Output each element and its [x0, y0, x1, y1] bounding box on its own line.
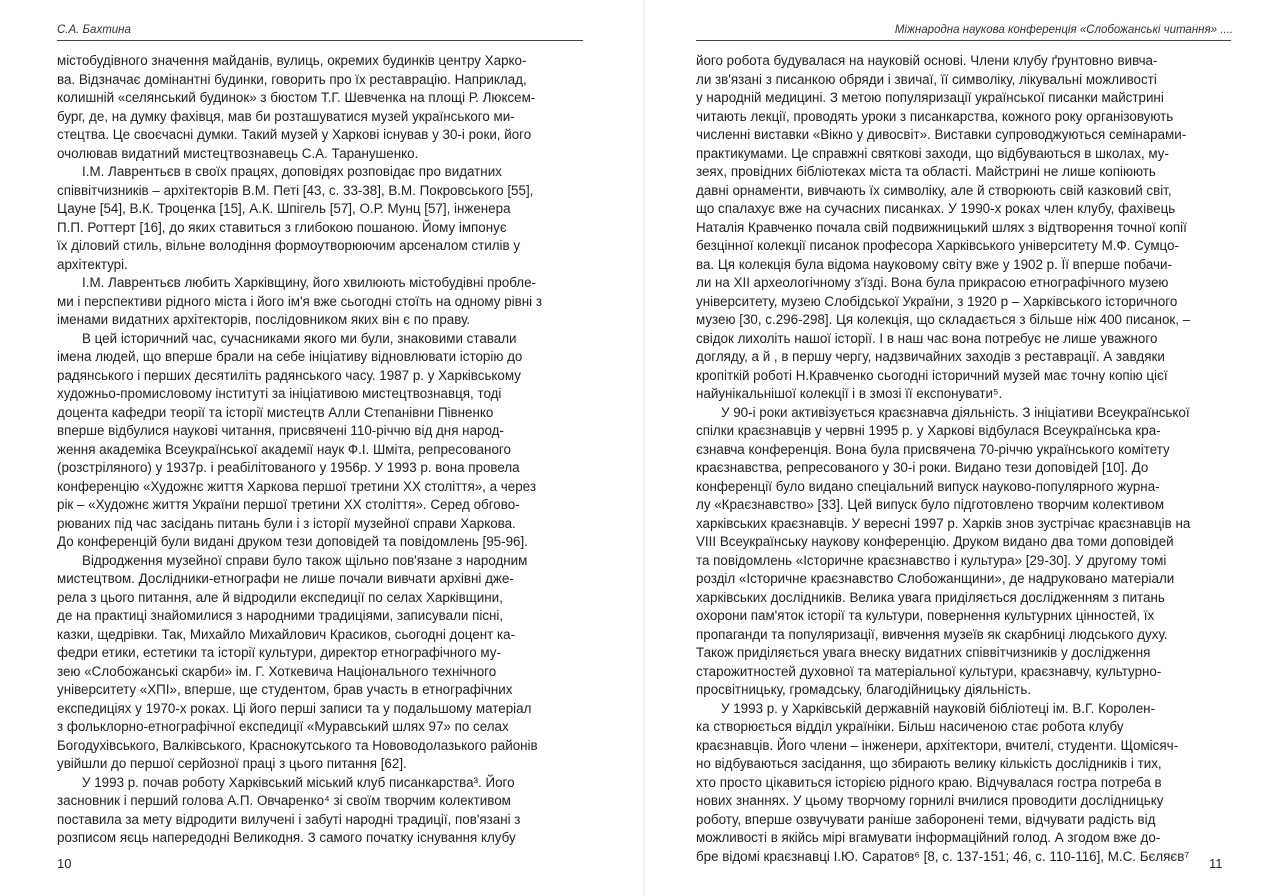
right-header-rule	[696, 40, 1231, 41]
text-line: у народній медицині. З метою популяризації української писанки майстрині	[696, 90, 1164, 105]
text-line: хто просто цікавиться історією рідного краю. Відчувалася гостра потреба в	[696, 774, 1162, 790]
text-line: догляду, а й , в першу чергу, надзвичайних заходів з реставрації. А завдяки	[696, 349, 1165, 364]
text-line: іменами видатних архітекторів, послідовником яких він є по праву.	[57, 312, 471, 327]
text-line: федри етики, естетики та історії культури, директор етнографічного му-	[57, 645, 501, 660]
text-line: імена людей, що вперше брали на себе ініціативу відновлювати історію до	[57, 349, 523, 364]
text-line: численні виставки «Вікно у дивосвіт». Виставки супроводжуються семінарами-	[696, 127, 1187, 142]
text-line: розписом яєць напередодні Великодня. З самого початку існування клубу	[57, 830, 516, 845]
text-line: радянського і перших десятиліть радянського часу. 1987 р. у Харківському	[57, 367, 521, 383]
text-line: містобудівного значення майданів, вулиць, окремих будинків центру Харко-	[57, 53, 527, 68]
text-line: До конференцій були видані друком тези доповідей та повідомлень [95-96].	[57, 534, 528, 549]
text-line: казки, щедрівки. Так, Михайло Михайлович Красиков, сьогодні доцент ка-	[57, 626, 516, 642]
text-line: їх діловий стиль, вільне володіння формоутворюючим арсеналом стилів у	[57, 238, 521, 253]
text-line: зею «Слобожанські скарби» ім. Г. Хоткевича Національного технічного	[57, 663, 497, 679]
text-line: ка створюється відділ україніки. Більш насиченою стає робота клубу	[696, 719, 1124, 734]
text-line: читають лекції, проводять уроки з писанкарства, кожного року організовують	[696, 108, 1174, 124]
text-line: Також приділяється увага внеску видатних співвітчизників у дослідження	[696, 645, 1151, 660]
text-line: розділ «Історичне краєзнавство Слобожанщини», де надруковано матеріали	[696, 571, 1175, 586]
text-line: університету, музею Слобідської України, з 1920 р – Харківського історичного	[696, 293, 1178, 309]
text-line: спілки краєзнавців у червні 1995 р. у Харкові відбулася Всеукраїнська кра-	[696, 423, 1161, 438]
text-line: но відбуваються засідання, що збирають велику кількість дослідників і тих,	[696, 756, 1162, 771]
text-line: очолював видатний мистецтвознавець С.А. Таранушенко.	[57, 145, 419, 161]
text-line: Наталія Кравченко почала свій подвижницький шлях з відтворення точної копії	[696, 219, 1187, 235]
text-line: безцінної колекції писанок професора Харківського університету М.Ф. Сумцо-	[696, 238, 1179, 253]
right-page	[644, 0, 1288, 896]
text-line: конференції було видано спеціальний випуск науково-популярного журна-	[696, 478, 1160, 494]
left-body-text	[57, 52, 602, 848]
text-line: ва. Ця колекція була відома науковому світу вже у 1902 р. Її вперше побачи-	[696, 256, 1172, 272]
text-line: колишній «селянський будинок» з бюстом Т.Г. Шевченка на площі Р. Люксем-	[57, 90, 536, 105]
text-line: найунікальнішої колекції і в змозі її експонувати⁵.	[696, 386, 1003, 401]
text-line: засновник і перший голова А.П. Овчаренко⁴ зі своїм творчим колективом	[57, 793, 511, 808]
text-line: ва. Відзначає домінантні будинки, говорить про їх реставрацію. Наприклад,	[57, 71, 527, 87]
text-line: рюваних під час засідань питань були і з історії музейної справи Харкова.	[57, 515, 516, 531]
text-line: доцента кафедри теорії та історії мистецтв Алли Степанівни Півненко	[57, 404, 494, 420]
text-line: давні орнаменти, вивчають їх символіку, але й створюють свій казковий світ,	[696, 182, 1172, 198]
text-line: ли зв'язані з писанкою обряди і звичаї, її символіку, лікувальні можливості	[696, 71, 1157, 87]
text-line: бург, де, на думку фахівця, мав би розташуватися музей українського ми-	[57, 108, 515, 124]
text-line: бре відомі краєзнавці І.Ю. Саратов⁶ [8, с. 137-151; 46, с. 110-116], М.С. Бєляєв⁷	[696, 848, 1190, 864]
text-line: харківських краєзнавців. У вересні 1997 р. Харків знов зустрічає краєзнавців на	[696, 515, 1191, 531]
right-running-header: Міжнародна наукова конференція «Слобожанські читання» ....	[894, 24, 1233, 36]
text-line: VIII Всеукраїнську наукову конференцію. Друком видано два томи доповідей	[696, 534, 1174, 549]
text-line: П.П. Роттерт [16], до яких ставиться з глибокою пошаною. Йому імпонує	[57, 219, 507, 235]
text-line: краєзнавства, репресованого у 30-і роки. Видано тези доповідей [10]. До	[696, 460, 1149, 475]
text-line: співвітчизників – архітекторів В.М. Петі [43, с. 33-38], В.М. Покровського [55],	[57, 182, 534, 198]
text-line: вперше відбулися наукові читання, присвячені 110-річчю від дня народ-	[57, 423, 504, 438]
text-line: практикумами. Це справжні святкові заходи, що відбуваються в школах, му-	[696, 145, 1169, 161]
text-line: охорони пам'яток історії та культури, повернення культурних цінностей, їх	[696, 608, 1155, 623]
text-line: стецтва. Це своєчасні думки. Такий музей у Харкові існував у 30-і роки, його	[57, 127, 532, 142]
text-line: поставила за мету відродити вилучені і забуті народні традиції, пов'язані з	[57, 811, 521, 827]
text-line: рік – «Художнє життя України першої третини XX століття». Серед обгово-	[57, 497, 520, 512]
text-line: університету «ХПІ», вперше, ще студентом, брав участь в етнографічних	[57, 682, 513, 697]
text-line: рела з цього питання, але й відродили експедиції по селах Харківщини,	[57, 589, 503, 605]
text-line: нових знаннях. У цьому творчому горнилі вчилися проводити дослідницьку	[696, 793, 1164, 808]
text-line: мистецтвом. Дослідники-етнографи не лише почали вивчати архівні дже-	[57, 571, 514, 586]
text-line: що спалахує вже на сучасних писанках. У 1990-х роках член клубу, фахівець	[696, 201, 1176, 216]
text-line: лу «Краєзнавство» [33]. Цей випуск було підготовлено творчим колективом	[696, 497, 1165, 512]
right-body-text	[696, 52, 1250, 866]
left-header-rule	[57, 40, 583, 41]
left-running-header: С.А. Бахтина	[57, 24, 131, 36]
text-line: свідок лихоліть нашої історії. І в наш час вона потребує не лише уважного	[696, 330, 1158, 346]
text-line: архітектурі.	[57, 256, 128, 272]
text-line: конференцію «Художнє життя Харкова першої третини XX століття», а через	[57, 478, 536, 494]
text-line: харківських дослідників. Велика увага приділяється дослідженням з питань	[696, 589, 1165, 605]
text-line: В цей історичний час, сучасниками якого ми були, знаковими ставали	[82, 330, 517, 346]
text-line: краєзнавців. Його члени – інженери, архітектори, вчителі, студенти. Щомісяч-	[696, 737, 1179, 753]
text-line: пропаганди та популяризації, вивчення музеїв як скарбниці людського духу.	[696, 626, 1168, 642]
text-line: увійшли до першої серйозної праці з цього питання [62].	[57, 756, 407, 771]
text-line: ли на XII археологічному з'їзді. Вона була прикрасою етнографічного музею	[696, 275, 1169, 290]
text-line: та повідомлень «Історичне краєзнавство і культура» [29-30]. У другому томі	[696, 552, 1167, 568]
text-line: У 1993 р. почав роботу Харківський міський клуб писанкарства³. Його	[82, 774, 515, 790]
text-line: Богодухівського, Валківського, Краснокутського та Нововодолазького районів	[57, 737, 538, 753]
text-line: Цауне [54], В.К. Троценка [15], А.К. Шпігель [57], О.Р. Мунц [57], інженера	[57, 201, 511, 216]
text-line: І.М. Лаврентьєв в своїх працях, доповідях розповідає про видатних	[82, 164, 502, 179]
text-line: У 1993 р. у Харківській державній науковій бібліотеці ім. В.Г. Королен-	[721, 700, 1156, 716]
text-line: ження академіка Всеукраїнської академії наук Ф.І. Шміта, репресованого	[57, 441, 511, 457]
text-line: І.М. Лаврентьєв любить Харківщину, його хвилюють містобудівні пробле-	[82, 275, 537, 290]
text-line: (розстріляного) у 1937р. і реабілітованого у 1956р. У 1993 р. вона провела	[57, 460, 520, 475]
text-line: де на практиці знайомилися з народними традиціями, записували пісні,	[57, 608, 504, 623]
text-line: експедиціях у 1970-х роках. Ці його перші записи та у подальшому матеріал	[57, 700, 532, 716]
left-page-number: 10	[57, 856, 72, 871]
text-line: старожитностей духовної та матеріальної культури, краєзнавчу, культурно-	[696, 663, 1162, 679]
text-line: ми і перспективи рідного міста і його ім'я вже сьогодні стоїть на одному рівні з	[57, 293, 542, 309]
text-line: з фольклорно-етнографічної експедиції «Муравський шлях 97» по селах	[57, 719, 509, 734]
text-line: єзнавча конференція. Вона була присвячена 70-річчю українського комітету	[696, 441, 1170, 457]
text-line: зеях, провідних бібліотеках міста та області. Майстрині не лише копіюють	[696, 164, 1156, 179]
text-line: кропіткій роботі Н.Кравченко сьогодні історичний музей має точну копію цієї	[696, 367, 1168, 383]
text-line: можливості в якійсь мірі вгамувати інформаційний голод. А згодом вже до-	[696, 830, 1161, 845]
text-line: його робота будувалася на науковій основі. Члени клубу ґрунтовно вивча-	[696, 53, 1158, 68]
text-line: роботу, вперше озвучувати раніше заборонені теми, відчувати радість від	[696, 811, 1156, 827]
right-page-number: 11	[1209, 856, 1223, 871]
text-line: просвітницьку, громадську, благодійницьку діяльність.	[696, 682, 1032, 697]
text-line: Відродження музейної справи було також щільно пов'язане з народним	[82, 552, 528, 568]
text-line: художньо-промисловому інституті за ініціативою мистецтвознавця, тоді	[57, 386, 502, 401]
text-line: музею [30, с.296-298]. Ця колекція, що складається з більше ніж 400 писанок, –	[696, 312, 1191, 327]
text-line: У 90-і роки активізується краєзнавча діяльність. З ініціативи Всеукраїнської	[721, 404, 1190, 420]
